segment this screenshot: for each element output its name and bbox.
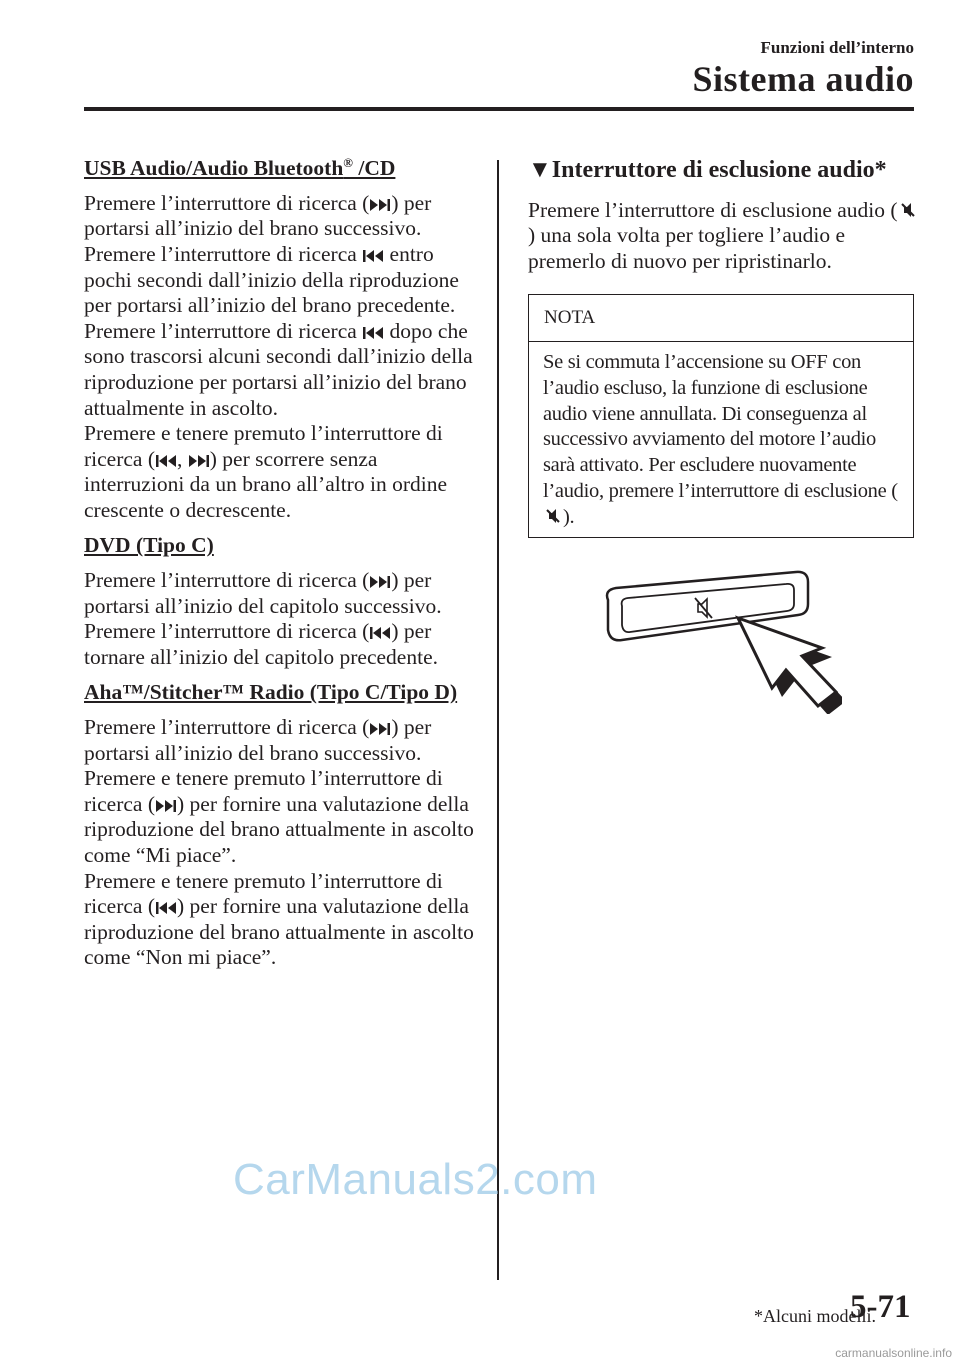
aha-heading: Aha™/Stitcher™ Radio (Tipo C/Tipo D) bbox=[84, 680, 458, 705]
skip-forward-icon bbox=[155, 798, 177, 814]
skip-back-icon bbox=[362, 248, 384, 264]
header-section-label: Funzioni dell’interno bbox=[760, 38, 914, 57]
usb-paragraph: Premere l’interruttore di ricerca ( ) per portarsi all’inizio del brano successivo. Premere l’interruttore di ricerca entro pochi secondi dall’inizio della riproduzione per portarsi all’inizio del brano precedente. Premere l’interruttore di ricerca dopo che sono trascorsi alcuni secondi dall’inizio della riproduzione per portarsi all’inizio del brano attualmente in ascolto. Premere e tenere premuto l’interruttore di ricerca ( , ) per scorrere senza interruzioni da un brano all’altro in ordine crescente o decrescente. bbox=[84, 190, 473, 522]
dvd-paragraph: Premere l’interruttore di ricerca ( ) per portarsi all’inizio del capitolo successivo. Premere l’interruttore di ricerca ( ) per tornare all’inizio del capitolo precedente. bbox=[84, 568, 442, 669]
skip-forward-icon bbox=[369, 197, 391, 213]
mute-icon bbox=[898, 200, 918, 220]
mute-paragraph: Premere l’interruttore di esclusione audio () una sola volta per togliere l’audio e premerlo di nuovo per ripristinarlo. bbox=[528, 198, 918, 275]
page-title: Sistema audio bbox=[692, 59, 914, 99]
nota-box bbox=[528, 294, 914, 538]
nota-body: Se si commuta l’accensione su OFF con l’audio escluso, la funzione di esclusione audio viene annullata. Di conseguenza al successivo avviamento del motore l’audio sarà attivato. Per escludere nuovamente l’audio, premere l’interruttore di esclusione (). bbox=[543, 351, 898, 528]
mute-icon bbox=[543, 506, 563, 526]
left-column bbox=[84, 150, 474, 981]
skip-forward-icon bbox=[369, 721, 391, 737]
watermark: CarManuals2.com bbox=[233, 1155, 598, 1204]
bottom-watermark: carmanualsonline.info bbox=[835, 1346, 952, 1360]
column-divider bbox=[497, 160, 499, 1280]
skip-back-icon bbox=[155, 453, 177, 469]
aha-paragraph: Premere l’interruttore di ricerca ( ) per portarsi all’inizio del brano successivo. Premere e tenere premuto l’interruttore di ricerca ( ) per fornire una valutazione della riproduzione del brano attualmente in ascolto come “Mi piace”. Premere e tenere premuto l’interruttore di ricerca ( ) per fornire una valutazione della riproduzione del brano attualmente in ascolto come “Non mi piace”. bbox=[84, 715, 474, 970]
usb-heading: USB Audio/Audio Bluetooth® /CD bbox=[84, 155, 396, 181]
mute-button-illustration bbox=[596, 568, 842, 714]
pointer-arrow-icon bbox=[738, 618, 842, 714]
skip-forward-icon bbox=[369, 574, 391, 590]
triangle-marker: ▼ bbox=[528, 157, 552, 183]
skip-forward-icon bbox=[188, 453, 210, 469]
dvd-heading: DVD (Tipo C) bbox=[84, 533, 214, 558]
skip-back-icon bbox=[155, 900, 177, 916]
nota-heading: NOTA bbox=[529, 295, 913, 342]
footnote: *Alcuni modelli. bbox=[754, 1306, 876, 1326]
skip-back-icon bbox=[369, 625, 391, 641]
page-number: 5-71 bbox=[850, 1289, 911, 1325]
mute-section-title: ▼Interruttore di esclusione audio* bbox=[528, 157, 887, 183]
header-rule bbox=[84, 107, 914, 111]
skip-back-icon bbox=[362, 325, 384, 341]
right-column bbox=[528, 158, 918, 284]
